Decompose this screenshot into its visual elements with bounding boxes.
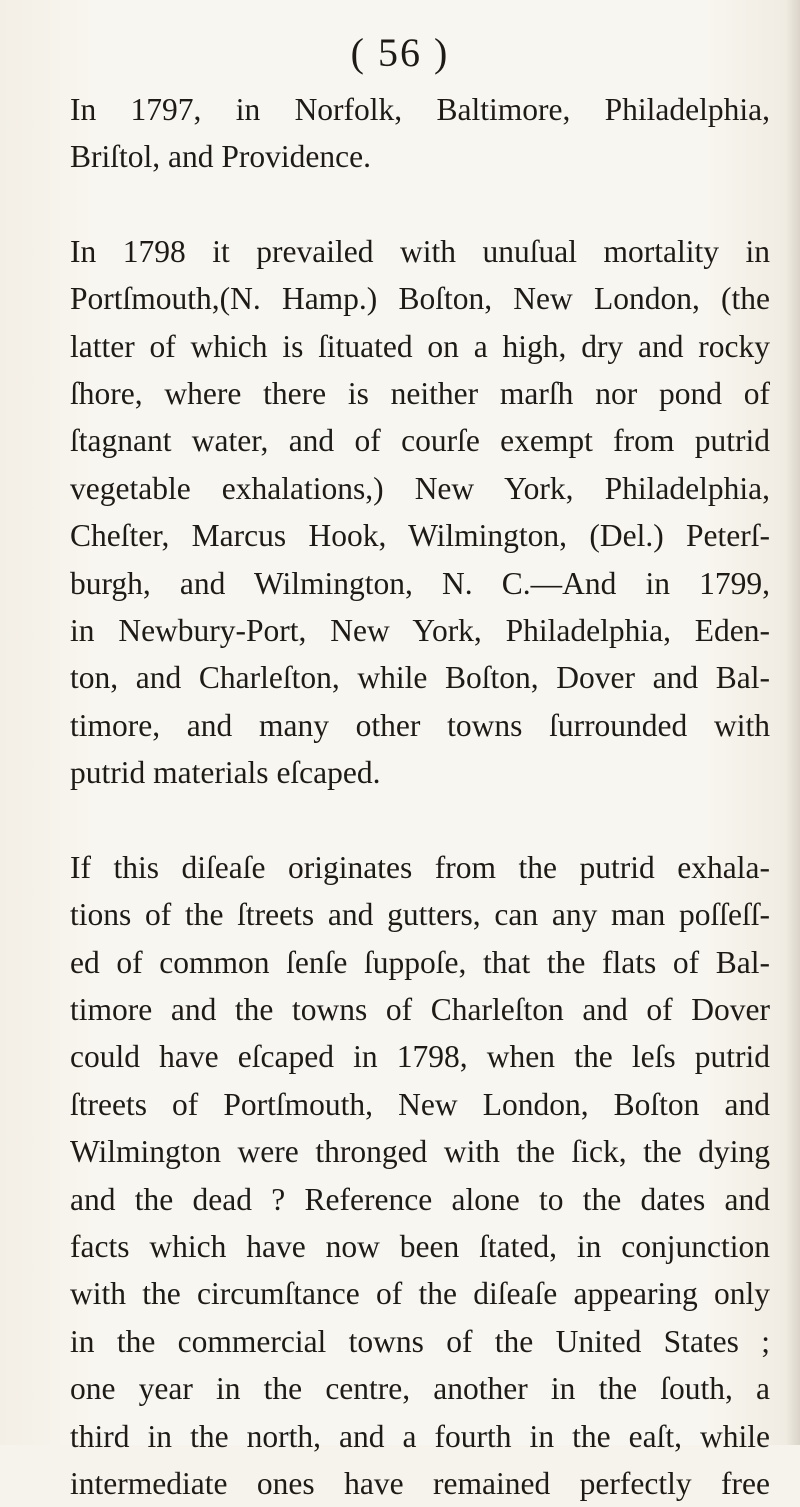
paragraph-1797 xyxy=(70,86,770,181)
paragraph-disease-origin xyxy=(70,844,770,1507)
text-line: tions of the ſtreets and gutters, can any man poſſeſſ- xyxy=(70,897,770,933)
text-line: Portſmouth,(N. Hamp.) Boſton, New London, (the xyxy=(70,281,770,317)
text-line: third in the north, and a fourth in the eaſt, while xyxy=(70,1418,770,1454)
text-line: ſtagnant water, and of courſe exempt from putrid xyxy=(70,423,770,459)
text-line: facts which have now been ſtated, in conjunction xyxy=(70,1228,770,1264)
body-text xyxy=(70,86,770,1507)
text-line: ton, and Charleſton, while Boſton, Dover and Bal- xyxy=(70,660,770,696)
text-line: Cheſter, Marcus Hook, Wilmington, (Del.) Peterſ- xyxy=(70,518,770,554)
text-line: Wilmington were thronged with the ſick, the dying xyxy=(70,1134,770,1170)
text-line: timore and the towns of Charleſton and of Dover xyxy=(70,991,770,1027)
text-line: vegetable exhalations,) New York, Philadelphia, xyxy=(70,470,770,506)
text-line: Briſtol, and Providence. xyxy=(70,139,371,175)
text-line: ed of common ſenſe ſuppoſe, that the flats of Bal- xyxy=(70,944,770,980)
text-line: with the circumſtance of the diſeaſe appearing only xyxy=(70,1276,770,1312)
text-line: In 1797, in Norfolk, Baltimore, Philadelphia, xyxy=(70,92,770,127)
text-line: burgh, and Wilmington, N. C.—And in 1799, xyxy=(70,565,770,601)
paragraph-gap xyxy=(70,797,770,844)
paragraph-1798 xyxy=(70,228,770,797)
page-number: ( 56 ) xyxy=(350,30,450,75)
text-line: in Newbury-Port, New York, Philadelphia, Eden- xyxy=(70,613,770,649)
text-line: could have eſcaped in 1798, when the leſs putrid xyxy=(70,1039,770,1075)
text-line: one year in the centre, another in the ſouth, a xyxy=(70,1371,770,1407)
text-line: in the commercial towns of the United States ; xyxy=(70,1323,770,1359)
text-line: ſhore, where there is neither marſh nor pond of xyxy=(70,376,770,412)
text-line: timore, and many other towns ſurrounded with xyxy=(70,707,770,743)
text-line: If this diſeaſe originates from the putrid exhala- xyxy=(70,849,770,885)
text-line: In 1798 it prevailed with unuſual mortality in xyxy=(70,233,770,269)
text-line: ſtreets of Portſmouth, New London, Boſton and xyxy=(70,1086,770,1122)
paragraph-gap xyxy=(70,181,770,228)
text-line: intermediate ones have remained perfectly free xyxy=(70,1465,770,1501)
page-edge-shadow xyxy=(786,0,800,1445)
text-line: and the dead ? Reference alone to the dates and xyxy=(70,1181,770,1217)
text-line: putrid materials eſcaped. xyxy=(70,755,381,791)
text-line: latter of which is ſituated on a high, dry and rocky xyxy=(70,328,770,364)
